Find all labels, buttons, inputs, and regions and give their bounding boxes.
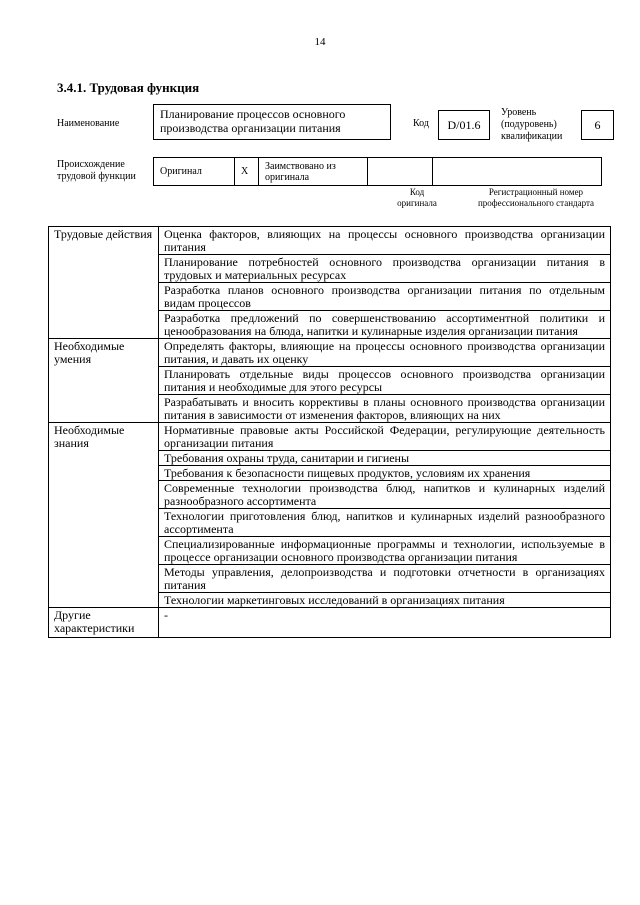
section-title: 3.4.1. Трудовая функция (57, 80, 200, 95)
other-characteristics-item: - (159, 608, 611, 638)
origin-label-line-1: Происхождение (57, 159, 125, 170)
qualification-level-label (501, 107, 562, 143)
table-row (49, 339, 611, 367)
code-original-label (388, 187, 446, 209)
borrowed-label-line-1: Заимствовано из (265, 160, 336, 172)
reg-number-cell (433, 158, 602, 186)
reg-number-line-2: профессионального стандарта (477, 198, 595, 208)
required-knowledge-item: Требования к безопасности пищевых продуктов, условиям их хранения (159, 466, 611, 481)
borrowed-label-cell (259, 158, 368, 186)
reg-number-label (456, 187, 616, 209)
labor-function-table (48, 226, 611, 638)
name-label: Наименование (57, 118, 120, 129)
function-name-box: Планирование процессов основного производства организации питания (153, 104, 391, 140)
required-knowledge-item: Специализированные информационные программы и технологии, используемые в процессе организации основного производства организации питания (159, 537, 611, 565)
required-knowledge-item: Требования охраны труда, санитарии и гигиены (159, 451, 611, 466)
labor-actions-item: Планирование потребностей основного производства организации питания в трудовых и материальных ресурсах (159, 255, 611, 283)
qualification-level-box: 6 (581, 110, 614, 140)
original-mark-cell: X (235, 158, 259, 186)
table-row (49, 608, 611, 638)
required-knowledge-category: Необходимые знания (49, 423, 159, 608)
labor-actions-item: Разработка планов основного производства организации питания по отдельным видам процессов (159, 283, 611, 311)
origin-label-line-2: трудовой функции (57, 171, 136, 182)
required-knowledge-item: Нормативные правовые акты Российской Федерации, регулирующие деятельность организации питания (159, 423, 611, 451)
required-knowledge-item: Технологии маркетинговых исследований в организациях питания (159, 593, 611, 608)
page-number: 14 (314, 36, 326, 48)
labor-actions-item: Оценка факторов, влияющих на процессы основного производства организации питания (159, 227, 611, 255)
function-code-box: D/01.6 (438, 110, 490, 140)
code-label: Код (413, 118, 429, 129)
code-original-cell (368, 158, 433, 186)
required-skills-item: Планировать отдельные виды процессов основного производства организации питания и необходимые для этого ресурсы (159, 367, 611, 395)
required-skills-item: Разрабатывать и вносить коррективы в планы основного производства организации питания в зависимости от изменения факторов, влияющих на них (159, 395, 611, 423)
required-knowledge-item: Методы управления, делопроизводства и подготовки отчетности в организациях питания (159, 565, 611, 593)
required-skills-item: Определять факторы, влияющие на процессы основного производства организации питания, и давать их оценку (159, 339, 611, 367)
table-row (49, 423, 611, 451)
table-row (49, 227, 611, 255)
code-original-line-1: Код (409, 187, 425, 197)
level-label-line-1: Уровень (501, 107, 537, 118)
borrowed-label-line-2: оригинала (265, 171, 310, 183)
reg-number-line-1: Регистрационный номер (488, 187, 584, 197)
origin-label (57, 159, 136, 183)
original-label-cell: Оригинал (154, 158, 235, 186)
origin-table (153, 157, 602, 186)
code-original-line-2: оригинала (397, 198, 437, 208)
level-label-line-2: (подуровень) (501, 119, 557, 130)
required-knowledge-item: Современные технологии производства блюд, напитков и кулинарных изделий разнообразного ассортимента (159, 481, 611, 509)
labor-actions-category: Трудовые действия (49, 227, 159, 339)
required-skills-category: Необходимые умения (49, 339, 159, 423)
labor-actions-item: Разработка предложений по совершенствованию ассортиментной политики и ценообразования на блюда, напитки и кулинарные изделия организации питания (159, 311, 611, 339)
required-knowledge-item: Технологии приготовления блюд, напитков и кулинарных изделий разнообразного ассортимента (159, 509, 611, 537)
level-label-line-3: квалификации (501, 131, 563, 142)
other-characteristics-category: Другие характеристики (49, 608, 159, 638)
